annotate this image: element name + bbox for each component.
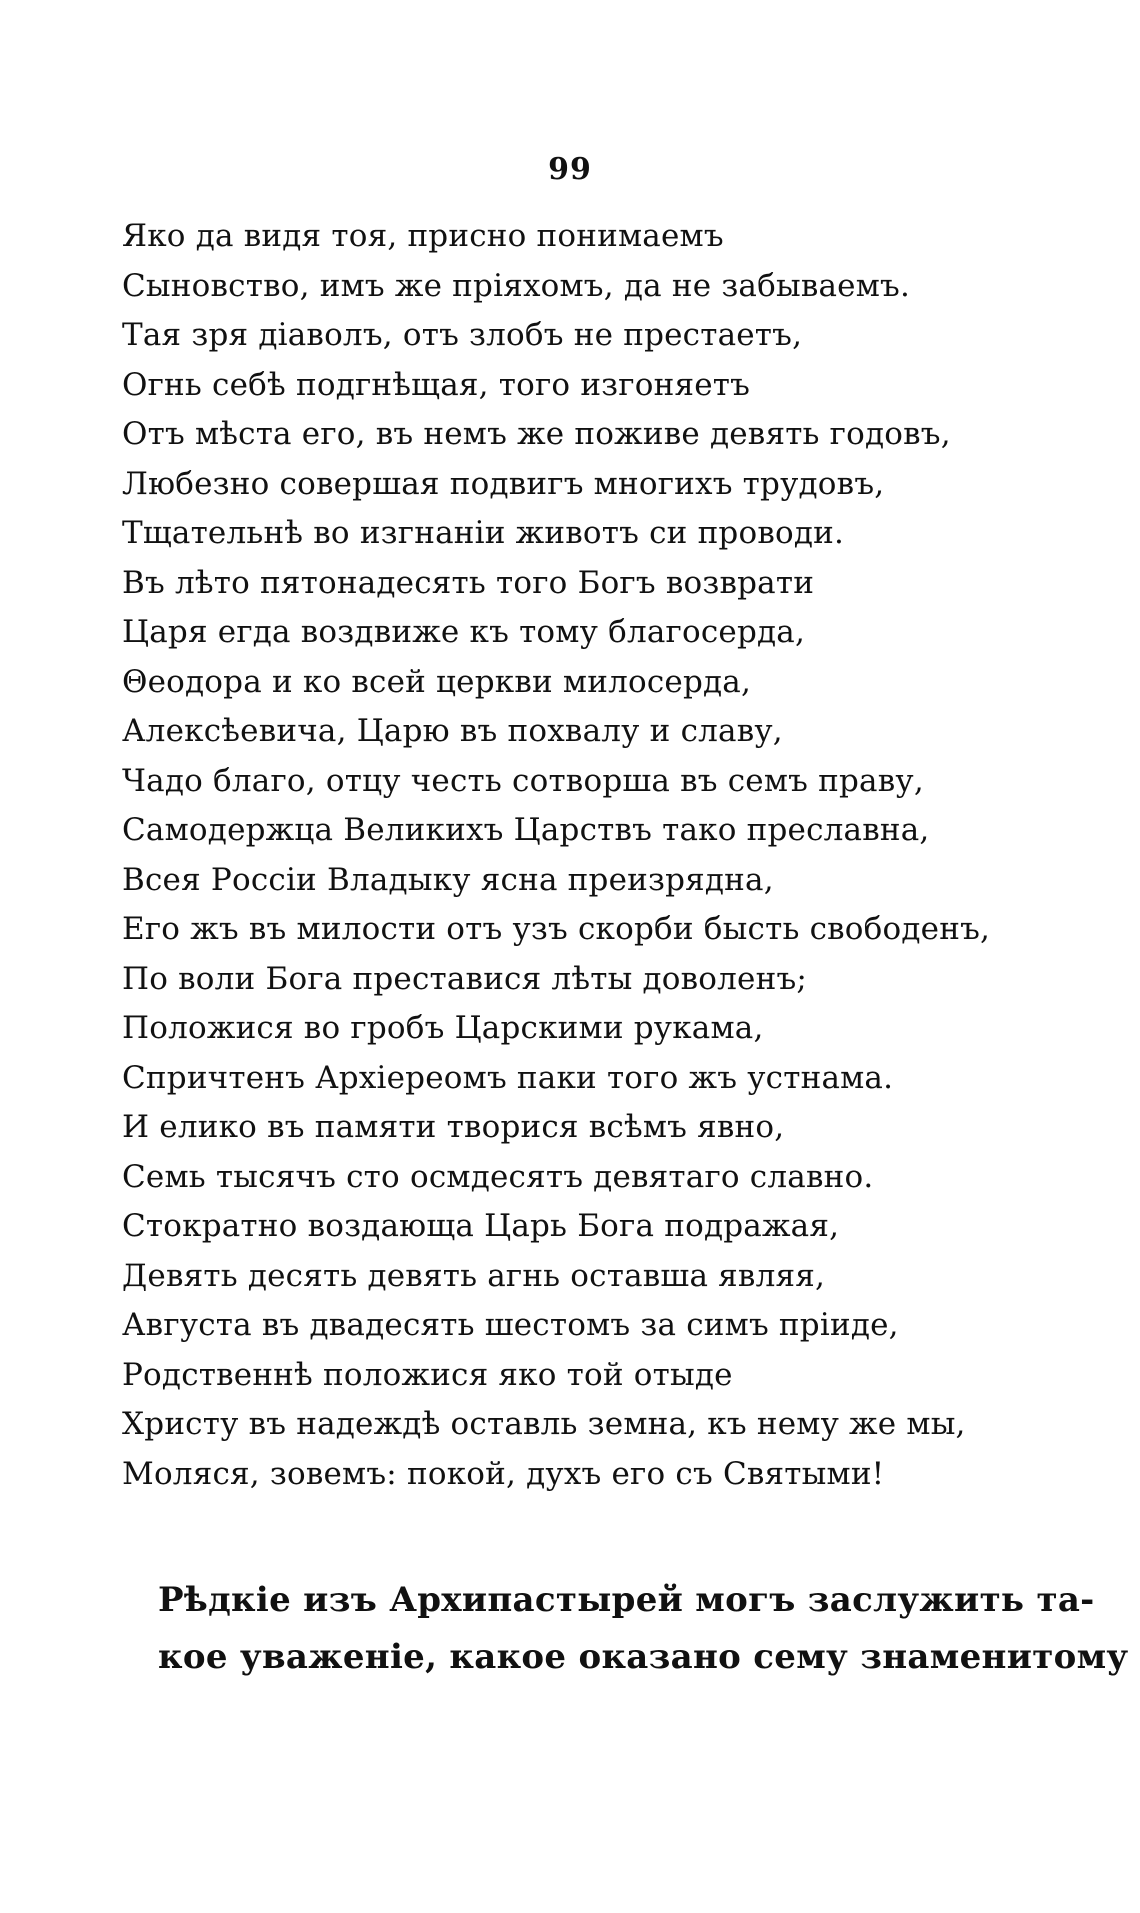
poem-line: Царя егда воздвиже къ тому благосерда, [122, 614, 806, 650]
poem-line: Самодержца Великихъ Царствъ тако преславна, [122, 812, 930, 848]
poem-line: Родственнѣ положися яко той отыде [122, 1356, 733, 1393]
poem-line: Христу въ надеждѣ оставль земна, къ нему же мы, [122, 1406, 966, 1442]
poem-line: Тщательнѣ во изгнаніи животъ си проводи. [122, 515, 845, 551]
prose-line: кое уваженіе, какое оказано сему знаменитому [158, 1637, 1129, 1677]
poem-line: Девять десять девять агнь оставша являя, [122, 1257, 826, 1294]
poem-line: Спричтенъ Архіереомъ паки того жъ устнама. [122, 1059, 894, 1096]
poem-line: Моляся, зовемъ: покой, духъ его съ Святыми! [122, 1455, 885, 1492]
page-number: 99 [548, 152, 592, 187]
prose-paragraph [122, 1572, 1129, 1686]
poem-line: Любезно совершая подвигъ многихъ трудовъ, [122, 465, 885, 502]
poem-line: Чадо благо, отцу честь сотворша въ семъ праву, [122, 762, 924, 799]
poem [122, 212, 1002, 1499]
poem-line: Сыновство, имъ же пріяхомъ, да не забываемъ. [122, 267, 911, 304]
poem-line: По воли Бога преставися лѣты доволенъ; [122, 960, 808, 997]
prose-line: Рѣдкіе изъ Архипастырей могъ заслужить та- [158, 1580, 1095, 1620]
poem-line: Положися во гробъ Царскими рукама, [122, 1010, 764, 1046]
poem-line: И елико въ памяти творися всѣмъ явно, [122, 1109, 785, 1145]
poem-line: Семь тысячъ сто осмдесятъ девятаго славно. [122, 1158, 874, 1195]
poem-line: Стократно воздающа Царь Бога подражая, [122, 1208, 840, 1244]
poem-line: Въ лѣто пятонадесять того Богъ возврати [122, 564, 815, 601]
poem-line: Яко да видя тоя, присно понимаемъ [122, 218, 724, 254]
poem-line: Всея Россіи Владыку ясна преизрядна, [122, 861, 774, 898]
poem-line: Огнь себѣ подгнѣщая, того изгоняетъ [122, 366, 751, 403]
poem-line: Тая зря діаволъ, отъ злобъ не престаетъ, [122, 317, 803, 353]
poem-line: Θеодора и ко всей церкви милосерда, [122, 663, 752, 700]
poem-line: Алексѣевича, Царю въ похвалу и славу, [122, 713, 783, 749]
poem-line: Отъ мѣста его, въ немъ же поживе девять годовъ, [122, 416, 951, 452]
poem-line: Его жъ въ милости отъ узъ скорби бысть свободенъ, [122, 911, 991, 947]
poem-line: Августа въ двадесять шестомъ за симъ пріиде, [122, 1307, 899, 1343]
